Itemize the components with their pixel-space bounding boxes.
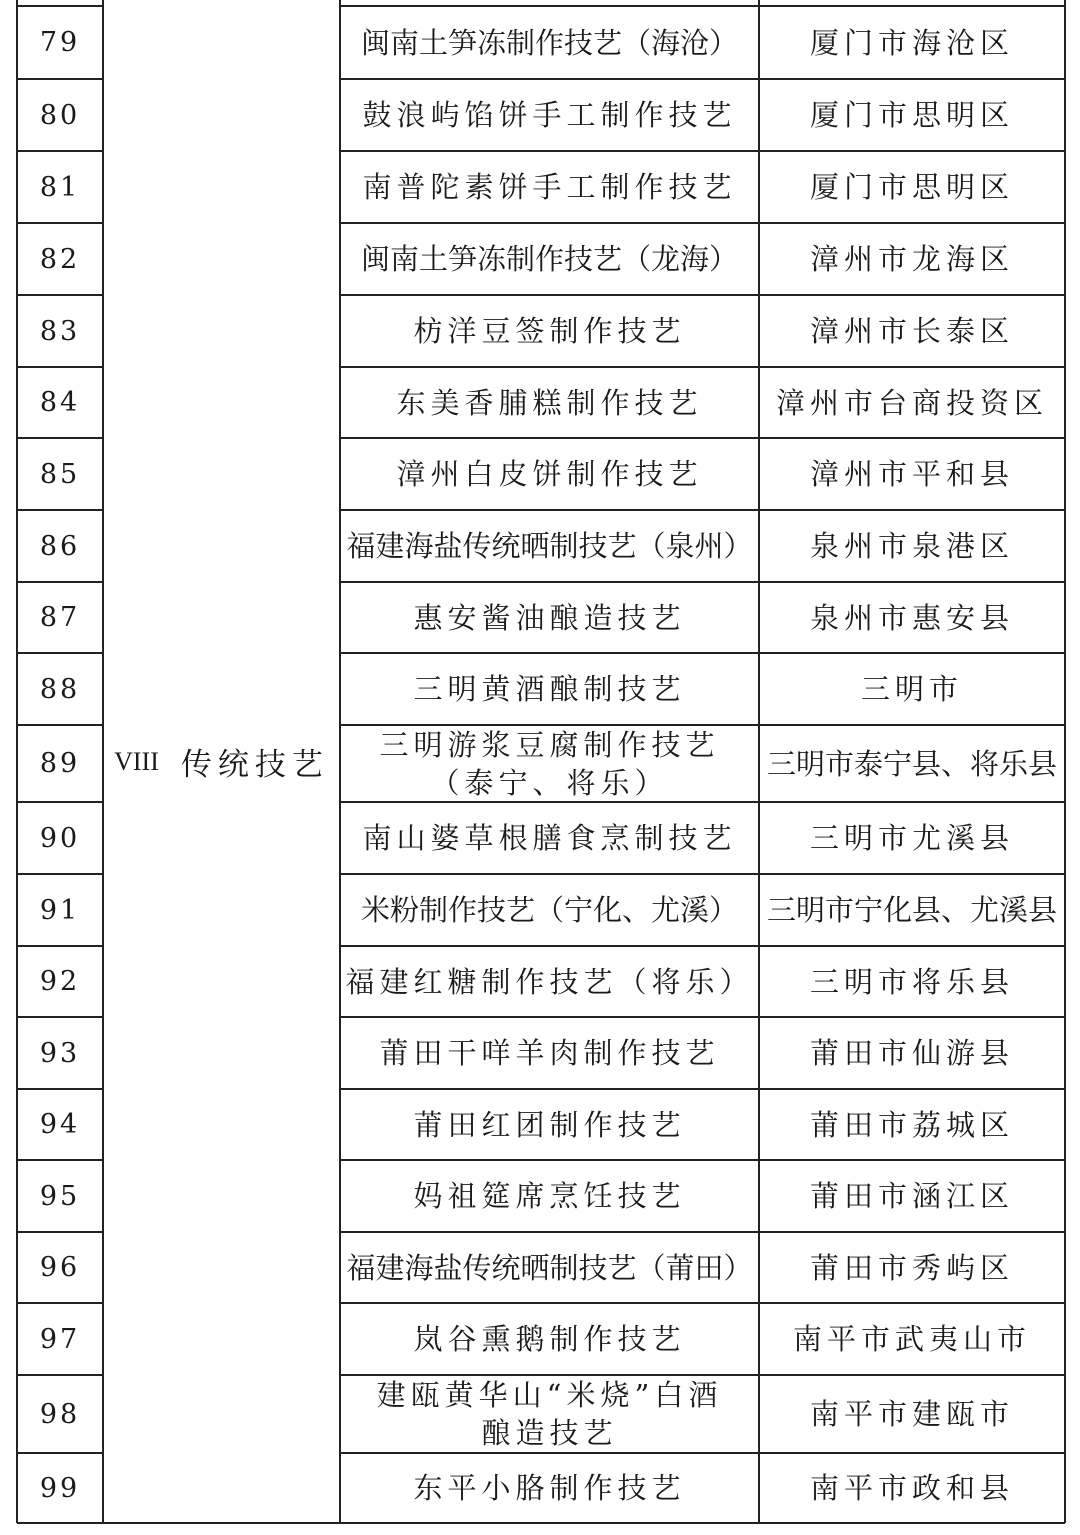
project-name: 莆田干咩羊肉制作技艺 xyxy=(379,1036,720,1070)
row-number: 82 xyxy=(39,243,81,275)
row-number: 86 xyxy=(39,530,81,562)
table-row xyxy=(17,6,1065,79)
row-number: 98 xyxy=(39,1398,81,1430)
location: 漳州市平和县 xyxy=(809,457,1014,491)
row-divider xyxy=(17,1302,103,1304)
project-name: 惠安酱油酿造技艺 xyxy=(413,600,686,635)
row-divider xyxy=(340,873,1065,875)
table-row xyxy=(17,510,1065,582)
table-row xyxy=(17,653,1065,725)
row-divider xyxy=(340,652,1065,654)
column-divider xyxy=(1064,0,1066,1523)
row-divider xyxy=(17,509,103,511)
location: 莆田市涵江区 xyxy=(809,1179,1014,1213)
table-row xyxy=(17,1089,1065,1160)
column-divider xyxy=(339,0,341,1523)
table-row xyxy=(17,367,1065,438)
row-number: 92 xyxy=(39,966,81,997)
location: 泉州市惠安县 xyxy=(809,600,1014,635)
row-divider xyxy=(17,873,103,875)
location: 厦门市思明区 xyxy=(809,170,1014,204)
category-name: 传统技艺 xyxy=(180,747,329,783)
location: 三明市宁化县、尤溪县 xyxy=(766,893,1057,927)
row-number: 83 xyxy=(39,315,81,347)
table-bottom-border xyxy=(17,1522,1065,1524)
table-row xyxy=(17,802,1065,874)
row-divider xyxy=(340,1231,1065,1233)
row-divider xyxy=(17,78,103,80)
row-divider xyxy=(340,294,1065,296)
location: 厦门市海沧区 xyxy=(809,25,1014,60)
table-row xyxy=(17,582,1065,653)
row-divider xyxy=(17,1374,103,1376)
row-number: 89 xyxy=(39,748,81,779)
row-divider xyxy=(17,222,103,224)
project-name: 岚谷熏鹅制作技艺 xyxy=(413,1322,686,1356)
location: 莆田市仙游县 xyxy=(809,1036,1014,1070)
row-divider xyxy=(17,5,103,7)
row-divider xyxy=(340,945,1065,947)
location: 三明市将乐县 xyxy=(809,964,1014,999)
row-number: 97 xyxy=(39,1323,81,1355)
row-number: 94 xyxy=(39,1109,81,1140)
location: 南平市建瓯市 xyxy=(809,1397,1014,1431)
location: 莆田市荔城区 xyxy=(809,1107,1014,1142)
location: 漳州市龙海区 xyxy=(809,242,1014,276)
row-number: 79 xyxy=(39,27,81,58)
project-name: 鼓浪屿馅饼手工制作技艺 xyxy=(362,98,737,132)
location: 漳州市长泰区 xyxy=(809,314,1014,348)
location: 三明市泰宁县、将乐县 xyxy=(766,746,1057,781)
column-divider xyxy=(758,0,760,1523)
category-roman-numeral: VIII xyxy=(114,746,159,776)
location: 南平市武夷山市 xyxy=(792,1322,1031,1356)
table-row xyxy=(17,295,1065,367)
table-row xyxy=(17,1453,1065,1523)
table-row xyxy=(17,1232,1065,1303)
project-name: 闽南土笋冻制作技艺（海沧） xyxy=(360,25,738,60)
row-divider xyxy=(17,294,103,296)
location: 三明市 xyxy=(860,672,963,706)
row-divider xyxy=(17,1159,103,1161)
row-number: 95 xyxy=(39,1180,81,1212)
row-divider xyxy=(340,1374,1065,1376)
row-divider xyxy=(340,801,1065,803)
row-divider xyxy=(340,437,1065,439)
table-row xyxy=(17,1160,1065,1232)
column-divider xyxy=(102,0,104,1523)
table-row xyxy=(17,725,1065,802)
row-number: 96 xyxy=(39,1252,81,1283)
row-number: 81 xyxy=(39,171,81,203)
location: 莆田市秀屿区 xyxy=(809,1250,1014,1285)
row-divider xyxy=(340,509,1065,511)
column-divider xyxy=(16,0,18,1523)
project-name: 东美香脯糕制作技艺 xyxy=(396,385,703,420)
project-name: 福建海盐传统晒制技艺（泉州） xyxy=(346,529,753,563)
row-divider xyxy=(17,437,103,439)
location: 泉州市泉港区 xyxy=(809,529,1014,563)
row-divider xyxy=(340,1016,1065,1018)
project-name: 三明游浆豆腐制作技艺 （泰宁、将乐） xyxy=(379,727,720,800)
row-divider xyxy=(17,1231,103,1233)
row-number: 88 xyxy=(39,673,81,705)
row-divider xyxy=(340,150,1065,152)
project-name: 福建海盐传统晒制技艺（莆田） xyxy=(346,1250,753,1285)
table-row xyxy=(17,1017,1065,1089)
row-divider xyxy=(17,1088,103,1090)
row-number: 85 xyxy=(39,458,81,490)
table-row xyxy=(17,874,1065,946)
location: 南平市政和县 xyxy=(809,1471,1014,1505)
row-number: 80 xyxy=(39,99,81,131)
table-row xyxy=(17,946,1065,1017)
row-number: 84 xyxy=(39,387,81,418)
row-number: 93 xyxy=(39,1037,81,1069)
row-divider xyxy=(340,581,1065,583)
row-number: 87 xyxy=(39,602,81,633)
row-divider xyxy=(17,581,103,583)
row-divider xyxy=(340,5,1065,7)
project-name: 南普陀素饼手工制作技艺 xyxy=(362,170,737,204)
row-divider xyxy=(17,1016,103,1018)
row-number: 91 xyxy=(39,894,81,926)
row-divider xyxy=(340,78,1065,80)
project-name: 东平小胳制作技艺 xyxy=(413,1471,686,1505)
project-name: 漳州白皮饼制作技艺 xyxy=(396,457,703,491)
location: 三明市尤溪县 xyxy=(809,821,1014,855)
project-name: 南山婆草根膳食烹制技艺 xyxy=(362,821,737,855)
row-divider xyxy=(340,366,1065,368)
row-divider xyxy=(340,724,1065,726)
project-name: 三明黄酒酿制技艺 xyxy=(413,672,686,706)
table-row xyxy=(17,1375,1065,1453)
project-name: 建瓯黄华山“米烧”白酒 酿造技艺 xyxy=(376,1378,723,1450)
row-divider xyxy=(340,1452,1065,1454)
project-name: 枋洋豆签制作技艺 xyxy=(413,314,686,348)
row-divider xyxy=(17,945,103,947)
project-name: 米粉制作技艺（宁化、尤溪） xyxy=(360,893,738,927)
row-number: 99 xyxy=(39,1472,81,1504)
table-row xyxy=(17,438,1065,510)
row-divider xyxy=(17,150,103,152)
row-divider xyxy=(17,801,103,803)
row-divider xyxy=(340,1159,1065,1161)
location: 漳州市台商投资区 xyxy=(775,385,1048,420)
table-row xyxy=(17,223,1065,295)
row-divider xyxy=(17,366,103,368)
location: 厦门市思明区 xyxy=(809,98,1014,132)
row-number: 90 xyxy=(39,822,81,854)
row-divider xyxy=(17,724,103,726)
row-divider xyxy=(17,1452,103,1454)
project-name: 莆田红团制作技艺 xyxy=(413,1107,686,1142)
row-divider xyxy=(17,652,103,654)
project-name: 闽南土笋冻制作技艺（龙海） xyxy=(360,242,738,276)
table-row xyxy=(17,151,1065,223)
row-divider xyxy=(340,1302,1065,1304)
project-name: 妈祖筵席烹饪技艺 xyxy=(413,1179,686,1213)
row-divider xyxy=(340,222,1065,224)
project-name: 福建红糖制作技艺（将乐） xyxy=(345,964,754,999)
table-row xyxy=(17,1303,1065,1375)
row-divider xyxy=(340,1088,1065,1090)
table-row xyxy=(17,79,1065,151)
